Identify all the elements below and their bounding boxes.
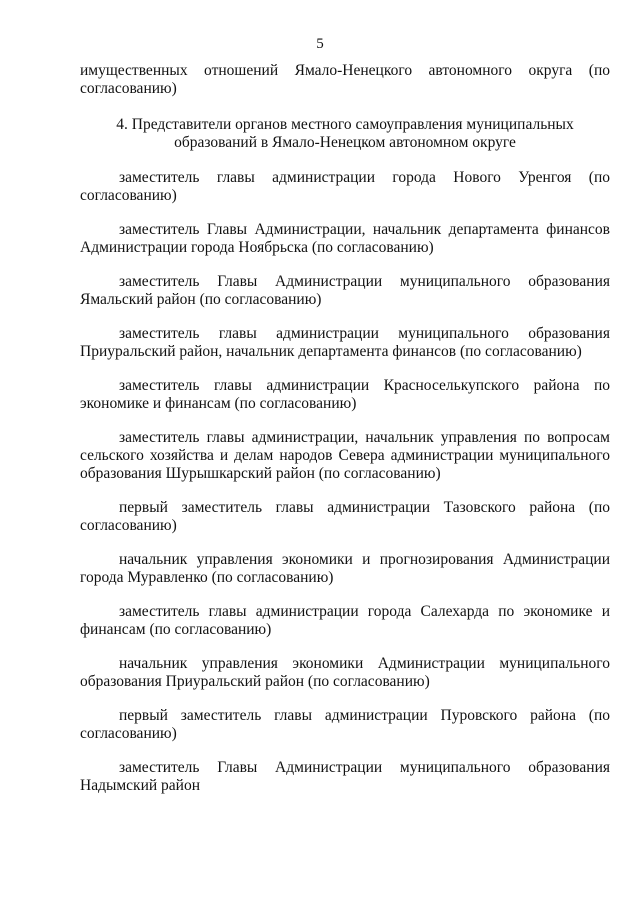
list-item: начальник управления экономики Администрации муниципального образования Приуральский район (по согласованию) (80, 655, 610, 690)
list-item: заместитель главы администрации муниципального образования Приуральский район, начальник департамента финансов (по согласованию) (80, 325, 610, 360)
list-item: заместитель главы администрации Красноселькупского района по экономике и финансам (по согласованию) (80, 377, 610, 412)
list-item: заместитель главы администрации города Нового Уренгоя (по согласованию) (80, 169, 610, 204)
page-number: 5 (316, 36, 324, 52)
list-item: первый заместитель главы администрации Тазовского района (по согласованию) (80, 499, 610, 534)
section-heading: 4. Представители органов местного самоуправления муниципальных образований в Ямало-Ненецком автономном округе (116, 116, 574, 151)
list-item: заместитель главы администрации города Салехарда по экономике и финансам (по согласованию) (80, 603, 610, 638)
list-item: заместитель Главы Администрации муниципального образования Надымский район (80, 759, 610, 794)
list-item: заместитель Главы Администрации муниципального образования Ямальский район (по согласованию) (80, 273, 610, 308)
document-body (80, 62, 610, 811)
list-item: заместитель Главы Администрации, начальник департамента финансов Администрации города Ноябрьска (по согласованию) (80, 221, 610, 256)
list-item: первый заместитель главы администрации Пуровского района (по согласованию) (80, 707, 610, 742)
continued-entry: имущественных отношений Ямало-Ненецкого автономного округа (по согласованию) (80, 62, 610, 97)
list-item: заместитель главы администрации, начальник управления по вопросам сельского хозяйства и делам народов Севера администрации муниципального образования Шурышкарский район (по согласованию) (80, 429, 610, 482)
list-item: начальник управления экономики и прогнозирования Администрации города Муравленко (по согласованию) (80, 551, 610, 586)
